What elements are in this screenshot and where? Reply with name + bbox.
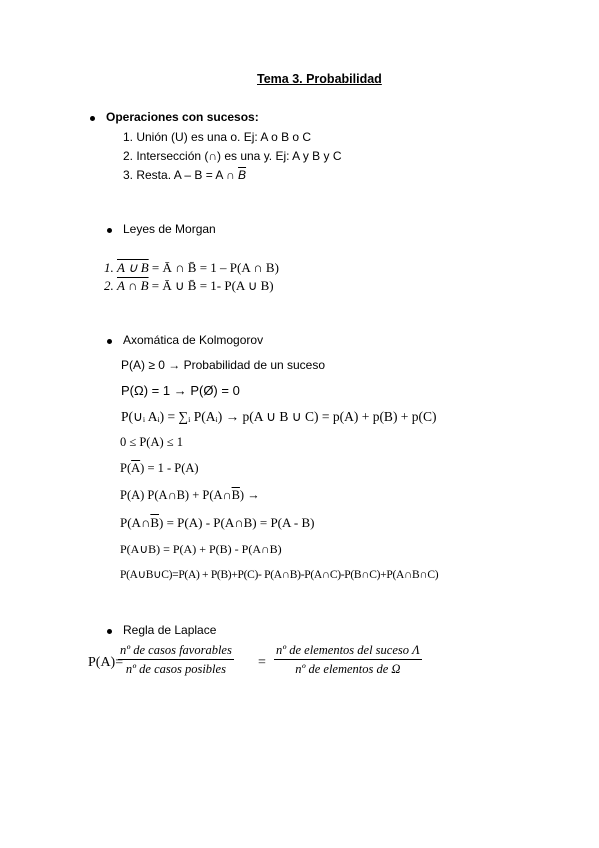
- laplace-heading: Regla de Laplace: [123, 623, 217, 637]
- operaciones-item-union: 1. Unión (U) es una o. Ej: A o B o C: [123, 130, 312, 144]
- fraction-denominator: nº de elementos de Ω: [295, 662, 401, 676]
- law-number: 2.: [104, 278, 114, 293]
- morgan-heading: Leyes de Morgan: [123, 222, 216, 236]
- bullet-icon: [107, 228, 112, 233]
- bullet-icon: [90, 116, 95, 121]
- bullet-icon: [107, 629, 112, 634]
- laplace-equals: =: [258, 655, 266, 670]
- morgan-law-2: [104, 278, 274, 294]
- complement-pre: P(: [120, 461, 132, 475]
- laplace-fraction-2: [274, 643, 422, 677]
- difference-bar: $\overline{B}$: [150, 515, 160, 530]
- difference-line: [120, 515, 315, 531]
- intersect-pre: P(A) P(A∩B) + P(A∩: [120, 488, 232, 502]
- laplace-lhs: P(A)=: [88, 655, 124, 670]
- intersect-line: [120, 488, 260, 503]
- complement-bar: $\overline{A}$: [131, 461, 141, 475]
- union-two-line: P(A∪B) = P(A) + P(B) - P(A∩B): [120, 542, 282, 556]
- page-title: Tema 3. Probabilidad: [257, 72, 382, 86]
- kolmogorov-heading: Axomática de Kolmogorov: [123, 333, 264, 347]
- law-lhs: A ∩ B: [117, 278, 149, 293]
- intersect-bar: $\overline{B}$: [231, 488, 240, 502]
- intersect-post: ) →: [239, 488, 260, 502]
- axiom-line-3: P(∪ᵢ Aᵢ) = ∑ᵢ P(Aᵢ) → p(A ∪ B ∪ C) = p(A) + p(B) + p(C): [121, 409, 437, 424]
- axiom-line-4: 0 ≤ P(A) ≤ 1: [120, 435, 184, 449]
- complement-post: ) = 1 - P(A): [140, 461, 199, 475]
- operaciones-item-resta: [123, 168, 246, 182]
- morgan-law-1: [104, 260, 279, 276]
- law-lhs: A ∪ B: [117, 260, 149, 275]
- axiom-line-2: P(Ω) = 1 → P(Ø) = 0: [121, 383, 240, 398]
- law-rhs: = Ā ∪ B̄ = 1- P(A ∪ B): [148, 278, 274, 293]
- resta-text: 3. Resta. A – B = A ∩: [123, 168, 239, 182]
- law-rhs: = Ā ∩ B̄ = 1 – P(A ∩ B): [148, 260, 279, 275]
- law-number: 1.: [104, 260, 114, 275]
- fraction-denominator: nº de casos posibles: [125, 662, 226, 676]
- resta-complement: $\overline{B}$: [238, 168, 247, 182]
- complement-line: [120, 461, 199, 476]
- fraction-numerator: nº de casos favorables: [118, 643, 234, 660]
- union-three-line: P(A∪B∪C)=P(A) + P(B)+P(C)- P(A∩B)-P(A∩C)-P(B∩C)+P(A∩B∩C): [120, 569, 439, 581]
- axiom-line-1: P(A) ≥ 0 → Probabilidad de un suceso: [121, 358, 326, 372]
- fraction-numerator: nº de elementos del suceso Λ: [274, 643, 422, 660]
- difference-post: ) = P(A) - P(A∩B) = P(A - B): [159, 515, 315, 530]
- laplace-fraction-1: [118, 643, 234, 677]
- operaciones-item-interseccion: 2. Intersección (∩) es una y. Ej: A y B y C: [123, 149, 342, 163]
- difference-pre: P(A∩: [120, 515, 151, 530]
- operaciones-heading: Operaciones con sucesos:: [106, 110, 259, 124]
- bullet-icon: [107, 339, 112, 344]
